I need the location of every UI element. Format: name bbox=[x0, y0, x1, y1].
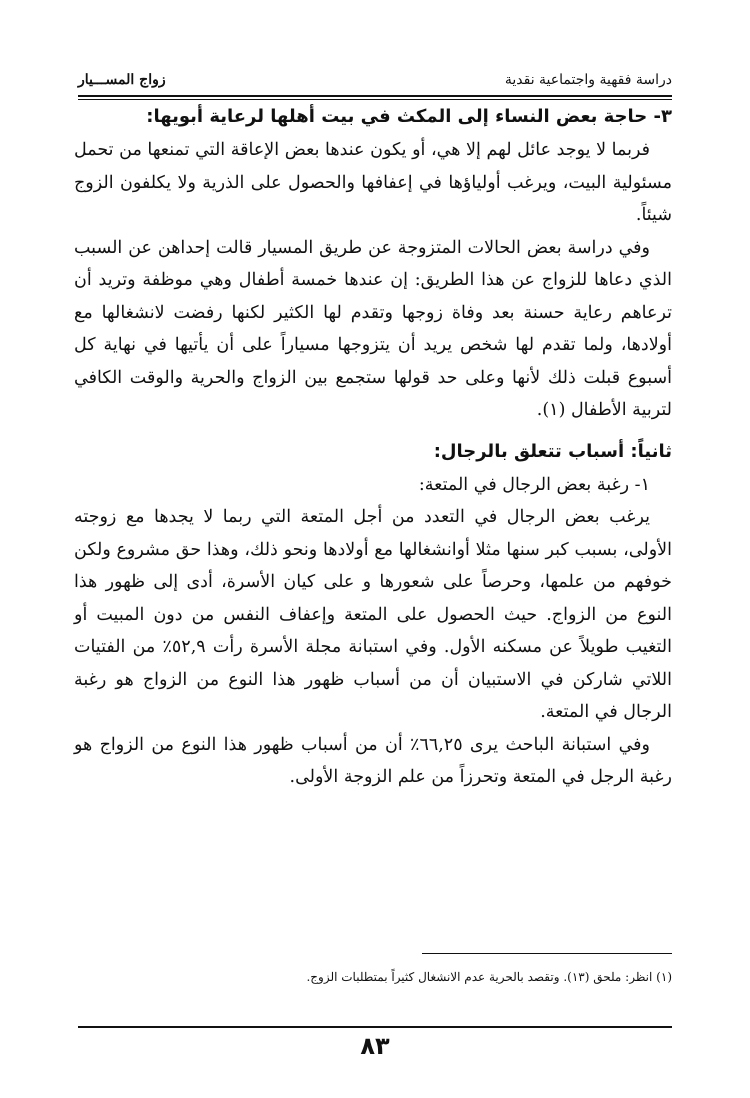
running-header bbox=[78, 68, 672, 92]
paragraph-2: وفي دراسة بعض الحالات المتزوجة عن طريق المسيار قالت إحداهن عن السبب الذي دعاها للزواج عن هذا الطريق: إن عندها خمسة أطفال وهي موظفة وتريد أن ترعاهم رعاية حسنة بعد وفاة زوجها وتقدم لها الكثير لكنها رفضت لانشغالها مع أولادها، ولما تقدم لها شخص يريد أن يتزوجها مسياراً على أن يأتيها في نهاية كل أسبوع قبلت ذلك لأنها وعلى حد قولها ستجمع بين الزواج والحرية والوقت الكافي لتربية الأطفال (١). bbox=[74, 237, 672, 420]
list-item-1: ١- رغبة بعض الرجال في المتعة: bbox=[418, 474, 650, 495]
subheading-need-to-stay: ٣- حاجة بعض النساء إلى المكث في بيت أهلها لرعاية أبويها: bbox=[146, 106, 672, 127]
header-chapter-title: دراسة فقهية واجتماعية نقدية bbox=[504, 72, 672, 88]
footer-divider bbox=[78, 1026, 672, 1028]
page-number: ٨٣ bbox=[360, 1032, 390, 1060]
paragraph-4: وفي استبانة الباحث يرى ٦٦,٢٥٪ أن من أسباب ظهور هذا النوع من الزواج هو رغبة الرجل في المتعة وتحرزاً من علم الزوجة الأولى. bbox=[74, 734, 672, 787]
footnote: (١) انظر: ملحق (١٣). وتقصد بالحرية عدم الانشغال كثيراً بمتطلبات الزوج. bbox=[306, 970, 672, 984]
page-body bbox=[74, 100, 672, 794]
paragraph-3: يرغب بعض الرجال في التعدد من أجل المتعة التي ربما لا يجدها مع زوجته الأولى، بسبب كبر سنها مثلا أوانشغالها مع أولادها ونحو ذلك، وهذا حق مشروع ولكن خوفهم من علمها، وحرصاً على شعورها و على كيان الأسرة، أدى إلى ظهور هذا النوع من الزواج. حيث الحصول على المتعة وإعفاف النفس من دون المبيت أو التغيب طويلاً عن مسكنه الأول. وفي استبانة مجلة الأسرة رأت ٥٢,٩٪ من الفتيات اللاتي شاركن في الاستبيان أن من أسباب ظهور هذا النوع من الزواج هو رغبة الرجال في المتعة. bbox=[74, 507, 672, 722]
header-book-title: زواج المســـيار bbox=[78, 72, 166, 88]
footnote-divider bbox=[422, 953, 672, 954]
paragraph-1: فربما لا يوجد عائل لهم إلا هي، أو يكون عندها بعض الإعاقة التي تمنعها من تحمل مسئولية البيت، ويرغب أولياؤها في إعفافها والحصول على الذرية ولا يكلفون الزوج شيئاً. bbox=[74, 140, 672, 225]
section-heading-men-reasons: ثانياً: أسباب تتعلق بالرجال: bbox=[433, 440, 672, 462]
